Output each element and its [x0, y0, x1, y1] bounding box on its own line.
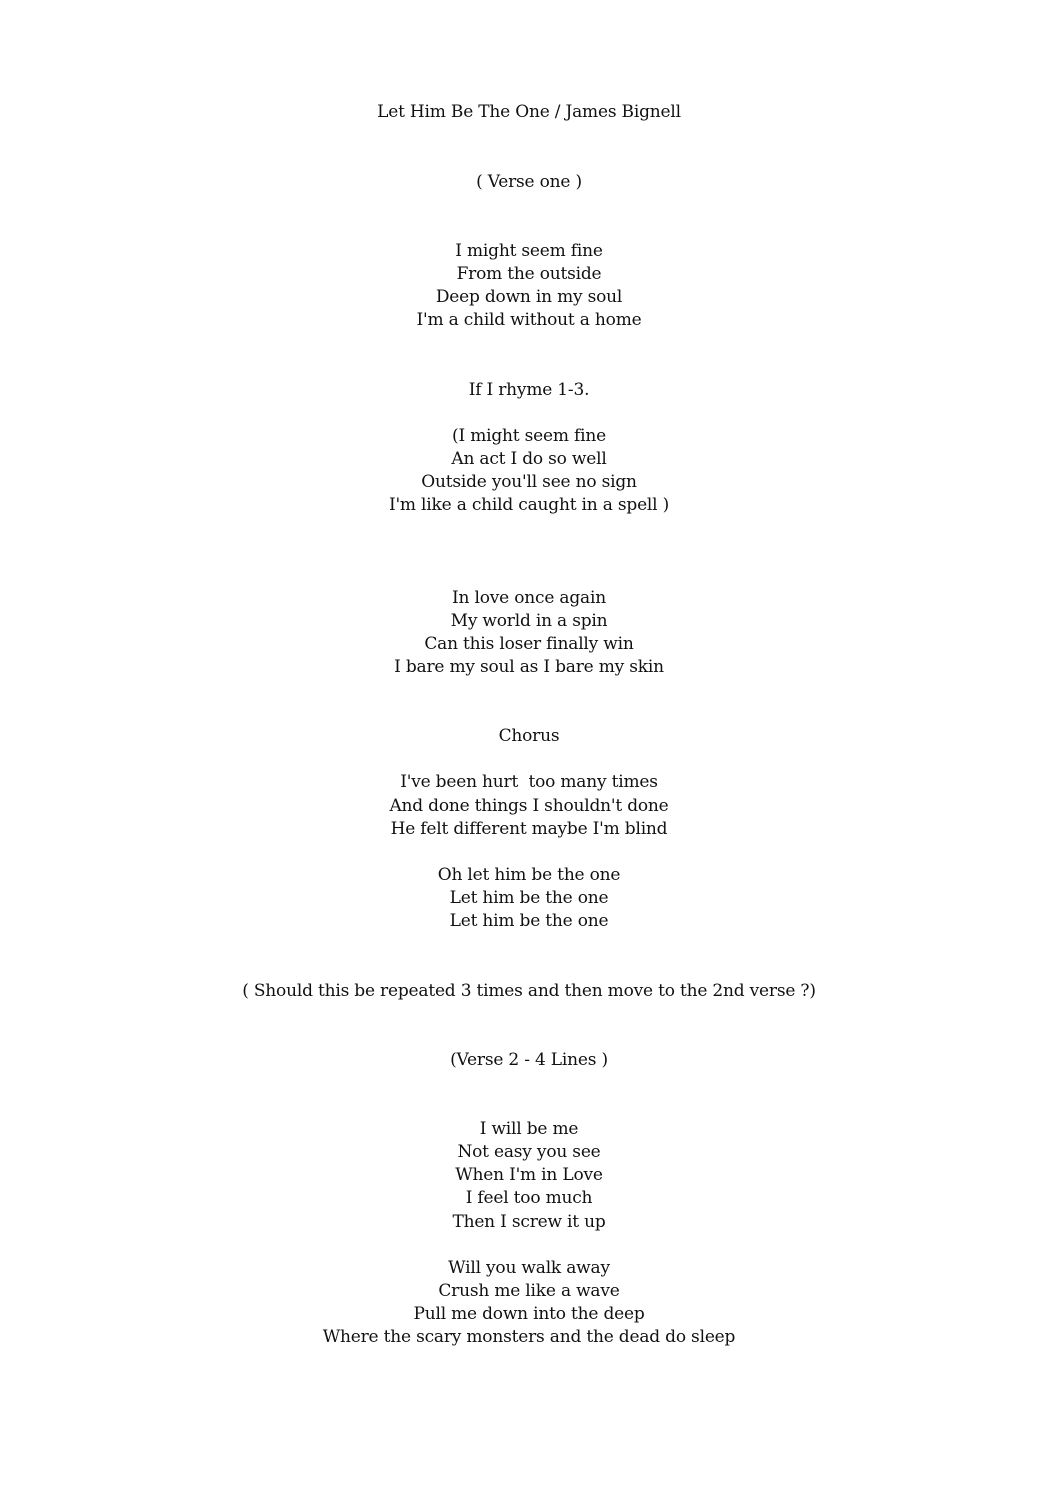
lyric-line: (I might seem fine [452, 426, 606, 446]
lyric-line: From the outside [456, 264, 602, 284]
lyric-line: Oh let him be the one [437, 865, 621, 885]
lyric-line: I might seem fine [455, 241, 603, 261]
lyric-line: Crush me like a wave [438, 1281, 620, 1301]
lyric-line: Let him be the one [449, 888, 609, 908]
verse-one-heading: ( Verse one ) [476, 172, 582, 192]
lyric-line: Where the scary monsters and the dead do sleep [322, 1327, 736, 1347]
lyric-line: Can this loser finally win [424, 634, 634, 654]
lyric-line: Not easy you see [457, 1142, 601, 1162]
lyric-line: Pull me down into the deep [413, 1304, 645, 1324]
song-title: Let Him Be The One / James Bignell [377, 102, 681, 122]
lyric-line: He felt different maybe I'm blind [390, 819, 668, 839]
lyric-line: I've been hurt too many times [400, 772, 658, 792]
lyric-line: I feel too much [465, 1188, 593, 1208]
repeat-note: ( Should this be repeated 3 times and then move to the 2nd verse ?) [242, 981, 816, 1001]
lyric-line: And done things I shouldn't done [389, 796, 669, 816]
lyric-line: When I'm in Love [455, 1165, 603, 1185]
lyric-line: I'm like a child caught in a spell ) [388, 495, 670, 515]
lyric-line: Will you walk away [448, 1258, 610, 1278]
lyric-line: Let him be the one [449, 911, 609, 931]
lyric-line: I bare my soul as I bare my skin [394, 657, 664, 677]
lyric-line: An act I do so well [451, 449, 607, 469]
lyric-line: I will be me [479, 1119, 579, 1139]
lyric-line: My world in a spin [450, 611, 608, 631]
chorus-heading: Chorus [498, 726, 560, 746]
rhyme-note: If I rhyme 1-3. [468, 380, 590, 400]
lyric-line: Deep down in my soul [435, 287, 623, 307]
lyric-line: In love once again [452, 588, 606, 608]
lyric-line: Then I screw it up [452, 1212, 606, 1232]
verse-two-heading: (Verse 2 - 4 Lines ) [450, 1050, 608, 1070]
lyric-line: Outside you'll see no sign [421, 472, 637, 492]
lyric-line: I'm a child without a home [416, 310, 642, 330]
